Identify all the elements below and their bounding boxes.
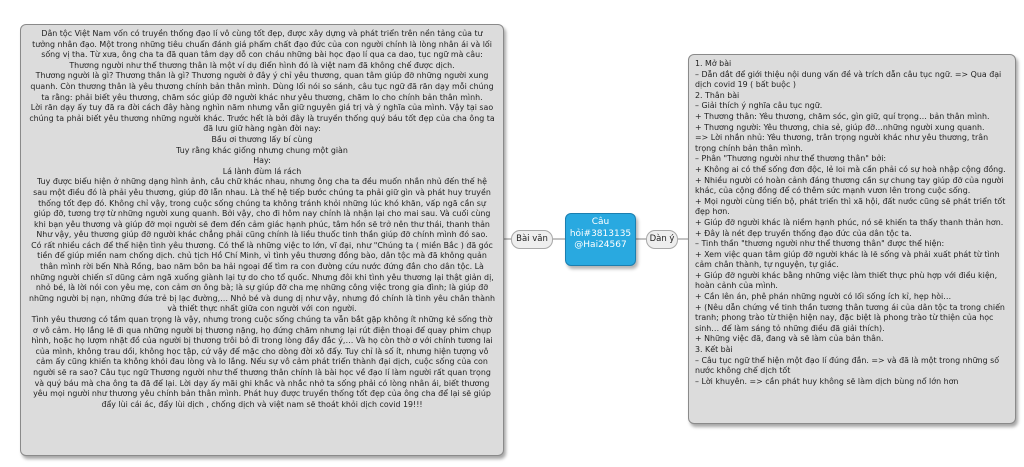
dan-y-line: 2. Thân bài: [695, 90, 740, 100]
central-topic-line: hỏi#3813135: [569, 228, 632, 239]
central-topic-line: Câu: [591, 217, 610, 227]
dan-y-line: + Đây là nét đẹp truyền thống đạo đức của dân tộc ta.: [695, 228, 912, 238]
dan-y-line: + Những việc đã, đang và sẽ làm của bản thân.: [695, 334, 884, 344]
bai-van-paragraph: Có rất nhiều cách để thể hiện tình yêu thương. Có thể là những việc to lớn, vĩ đại, như "Chúng ta ( miền Bắc ) đã góc tiền để giúp miền nam chống dịch. chủ tịch Hồ Chí Minh, vì tình yêu thương đồng bào, dân tộc mà đã không quản thân mình rời bến Nhà Rồng, bao năm bôn ba hải ngoại để tìm ra con đường cứu nước đứng đắn cho dân tộc. Là những người chiến sĩ dũng cảm ngã xuống giành lại tự do cho tổ quốc. Nhưng đôi khi tình yêu thương lại thật giản dị, nhỏ bé, là lời nói con yêu mẹ, con cảm ơn ông bà; là sự giúp đỡ cha mẹ những công việc trong gia đình; là giúp đỡ những người bị nạn, những đứa trẻ bị lạc đường,… Nhỏ bé và dung dị như vậy, nhưng đó chính là tình yêu chân thành và thiết thực nhất giữa con người với con người.: [29, 240, 495, 314]
dan-y-line: => Lời nhắn nhủ: Yêu thương, trân trọng người khác như yêu thương, trân trọng chính bản thân mình.: [695, 133, 989, 153]
bai-van-paragraph: Tuy được biểu hiện ở những dạng hình ảnh, câu chữ khác nhau, nhưng ông cha ta đều muốn nhắn nhủ đến thế hệ sau một điều đó là phải yêu thương, giúp đỡ lẫn nhau. Là thế hệ tiếp bước chúng ta phải giữ gìn và phát huy truyền thống tốt đẹp đó. Không chỉ vậy, trong cuộc sống chúng ta không tránh khỏi những lúc khó khăn, vấp ngã cần sự giúp đỡ, tương trợ từ những người xung quanh. Bởi vậy, cho đi hôm nay chính là nhận lại cho mai sau. Và cuối cùng khi bạn yêu thương và giúp đỡ mọi người sẽ đem đến cảm giác hạnh phúc, tâm hồn sẽ trở nên thư thái, thanh thản Như vậy, yêu thương giúp đỡ người khác chẳng phải cũng chính là liều thuốc tinh thần giúp đỡ chính mình đó sao.: [33, 177, 491, 240]
dan-y-line: + Cần lên án, phê phán những người có lối sống ích kỉ, hẹp hòi…: [695, 292, 952, 302]
bai-van-paragraph: Tình yêu thương có tầm quan trọng là vậy, nhưng trong cuộc sống chúng ta vẫn bắt gặp không ít những kẻ sống thờ ơ vô cảm. Họ lắng lẽ đi qua những người bị thương nặng, họ đứng chăm nhưng lại rút điện thoại để quay phim chụp hình, hoặc họ lượm nhặt đồ của người bị thương trôi bỏ đi trong lòng đầy đắc ý,… Và họ còn thờ ơ với chính tương lai của mình, không trau dồi, không học tập, cứ vậy để mặc cho dòng đời xô đẩy. Tuy chỉ là số ít, nhưng hiện tượng vô cảm ấy cũng khiến ta không khỏi đau lòng và lo lắng. Nếu sự vô cảm phát triển thành đại dịch, cuộc sống của con người sẽ ra sao? Câu tục ngữ Thương người như thể thương thân chính là bài học về đạo lí làm người rất quan trọng và quý báu mà cha ông ta đã để lại. Lời dạy ấy mãi ghi khắc và nhắc nhở ta sống phải có lòng nhân ái, biết thương yêu mọi người như thương yêu chính bản thân mình. Phát huy được truyền thống tốt đẹp của ông cha để lại sẽ giúp đẩy lùi cái ác, đẩy lùi dịch , chống dịch và việt nam sẽ thoát khỏi dịch covid 19!!!: [31, 315, 493, 409]
dan-y-line: – Câu tục ngữ thể hiện một đạo lí đúng đắn. => và đã là một trong những số nước không chế dịch tốt: [695, 355, 1000, 376]
central-topic-line: @Hai24567: [574, 240, 627, 250]
dan-y-line: 1. Mở bài: [695, 59, 732, 68]
dan-y-line: – Lời khuyên. => cần phát huy không sẽ làm dịch bùng nổ lớn hơn: [695, 376, 959, 386]
dan-y-line: – Phân "Thương người như thể thương thân" bởi:: [695, 154, 887, 164]
dan-y-line: + (Nêu dẫn chứng về tinh thần tương thân tương ái của dân tộc ta trong chiến tranh; phong trào từ thiện hiện nay, đặc biệt là phong trào từ thiện của học sinh… để làm sáng tỏ những điều đã giải thích).: [695, 302, 1005, 333]
bai-van-paragraph: Thương người là gì? Thương thân là gì? Thương người ở đây ý chỉ yêu thương, quan tâm giúp đỡ những người xung quanh. Còn thương thân là yêu thương chính bản thân mình. Dùng lối nói so sánh, câu tục ngữ đã răn dạy mỗi chúng ta rằng: phải biết yêu thương, chăm sóc giúp đỡ người khác như yêu thương, chăm lo cho chính bản thân mình.: [30, 71, 494, 102]
dan-y-line: + Giúp đỡ người khác là niềm hạnh phúc, nó sẽ khiến ta thấy thanh thản hơn.: [695, 217, 1004, 227]
dan-y-line: – Tinh thần "thương người như thể thương thân" được thể hiện:: [695, 239, 945, 249]
bai-van-poem-line: Bầu ơi thương lấy bí cùng: [211, 134, 313, 144]
branch-label-dan-y[interactable]: Dàn ý: [646, 230, 678, 249]
bai-van-paragraph: Lời răn dạy ấy tuy đã ra đời cách đây hàng nghìn năm nhưng vẫn giữ nguyên giá trị và ý nghĩa của mình. Vậy tại sao chúng ta phải biết yêu thương những người khác. Trước hết là bởi đây là truyền thống quý báu tốt đẹp của cha ông ta đã lưu giữ hàng ngàn đời nay:: [29, 103, 495, 134]
dan-y-line: 3. Kết bài: [695, 345, 733, 355]
bai-van-poem-line: Tuy rằng khác giống nhưng chung một giàn: [176, 145, 348, 155]
bai-van-poem-line: Lá lành đùm lá rách: [222, 166, 302, 176]
dan-y-line: + Giúp đỡ người khác bằng những việc làm thiết thực phù hợp với điều kiện, hoàn cảnh của mình.: [695, 270, 998, 291]
dan-y-line: – Dẫn dắt để giới thiệu nội dung vấn đề và trích dẫn câu tục ngữ. => Qua đại dịch covid 19 ( bất buộc ): [695, 69, 1002, 90]
bai-van-poem-line: Hay:: [253, 156, 271, 166]
dan-y-outline-box[interactable]: [688, 54, 1016, 424]
dan-y-line: + Không ai có thể sống đơn độc, lẻ loi mà cần phải có sự hoà nhập cộng đồng.: [695, 164, 1006, 174]
dan-y-line: + Mọi người cùng tiến bộ, phát triển thì xã hội, đất nước cũng sẽ phát triển tốt đẹp hơn.: [695, 196, 1006, 217]
dan-y-line: + Thương người: Yêu thương, chia sẻ, giúp đỡ…những người xung quanh.: [695, 122, 985, 132]
dan-y-line: + Nhiều người có hoàn cảnh đáng thương cần sự chung tay giúp đỡ của người khác, của cộng đồng để có thêm sức mạnh vươn lên trong cuộc sống.: [695, 175, 1004, 196]
dan-y-line: – Giải thích ý nghĩa câu tục ngữ.: [695, 101, 823, 111]
bai-van-paragraph: Dân tộc Việt Nam vốn có truyền thống đạo lí vô cùng tốt đẹp, được xây dựng và phát triển trên nền tảng của tư tưởng nhân đạo. Một trong những tiêu chuẩn đánh giá phẩm chất đạo đức của con người chính là lòng nhân ái và lối sống vị tha. Từ xưa, ông cha ta đã quan tâm dạy dỗ con cháu những bài học đạo lí qua ca dao, tục ngữ mà câu: Thương người như thể thương thân là một ví dụ điển hình đó là việt nam đã không chế được dịch.: [32, 29, 492, 70]
branch-label-bai-van[interactable]: Bài văn: [511, 230, 553, 249]
dan-y-line: + Xem việc quan tâm giúp đỡ người khác là lẽ sống và phải xuất phát từ tình cảm chân thành, tự nguyện, tự giác.: [695, 249, 1000, 270]
central-topic-node[interactable]: [565, 213, 636, 266]
dan-y-line: + Thương thân: Yêu thương, chăm sóc, gìn giữ, quí trọng… bản thân mình.: [695, 111, 990, 121]
bai-van-text-box[interactable]: [20, 24, 504, 456]
